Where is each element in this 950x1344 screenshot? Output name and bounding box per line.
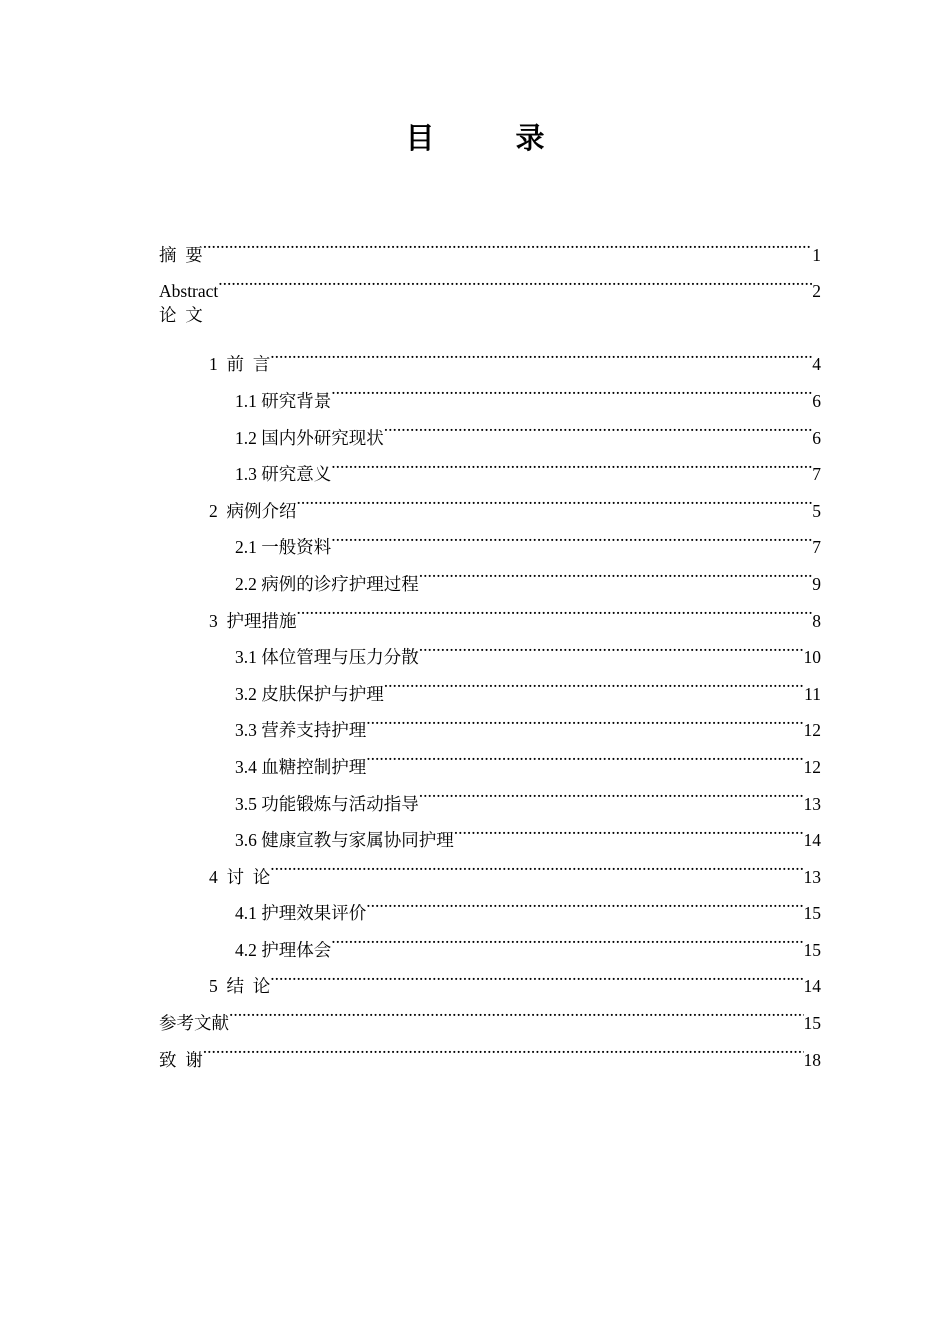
toc-dot-leader <box>366 883 803 920</box>
toc-page-number: 15 <box>803 1013 821 1034</box>
toc-page-number: 10 <box>803 647 821 668</box>
toc-entry[interactable] <box>159 261 821 302</box>
toc-entry-label: 3.5 功能锻炼与活动指导 <box>235 793 419 814</box>
toc-dot-leader <box>218 261 812 298</box>
toc-page-number: 6 <box>812 427 821 448</box>
toc-entry[interactable] <box>159 297 821 334</box>
toc-dot-leader <box>366 736 803 773</box>
toc-page-number: 12 <box>803 720 821 741</box>
toc-dot-leader <box>454 810 804 847</box>
toc-dot-leader <box>366 700 803 737</box>
toc-entry-label: 参考文献 <box>159 1013 229 1034</box>
toc-page-number: 13 <box>803 866 821 887</box>
toc-page-number: 18 <box>803 1049 821 1070</box>
toc-dot-leader <box>331 370 812 407</box>
toc-page-number: 9 <box>812 573 821 594</box>
toc-dot-leader <box>203 1029 804 1066</box>
toc-page-number: 15 <box>803 903 821 924</box>
toc-page-number: 7 <box>812 464 821 485</box>
toc-entry-label: 3.1 体位管理与压力分散 <box>235 647 419 668</box>
toc-entry-label: 4 讨 论 <box>209 866 271 887</box>
toc-dot-leader <box>384 663 804 700</box>
toc-entry-label: 1.2 国内外研究现状 <box>235 427 384 448</box>
toc-dot-leader <box>229 992 804 1029</box>
table-of-contents <box>159 224 821 1070</box>
toc-entry-label: 3 护理措施 <box>209 610 297 631</box>
toc-entry-label: 4.1 护理效果评价 <box>235 903 367 924</box>
toc-entry-label: Abstract <box>159 281 219 302</box>
toc-entry-label: 4.2 护理体会 <box>235 939 332 960</box>
toc-dot-leader <box>419 553 813 590</box>
toc-entry-label: 3.3 营养支持护理 <box>235 720 367 741</box>
toc-dot-leader <box>419 773 804 810</box>
toc-page-number: 11 <box>804 683 821 704</box>
toc-entry[interactable] <box>159 1029 821 1070</box>
toc-page-number: 6 <box>812 390 821 411</box>
toc-entry-label: 1 前 言 <box>209 354 271 375</box>
toc-dot-leader <box>270 846 803 883</box>
toc-entry-label: 5 结 论 <box>209 976 271 997</box>
toc-entry[interactable] <box>159 224 821 265</box>
toc-dot-leader <box>331 919 803 956</box>
toc-page-number: 8 <box>812 610 821 631</box>
toc-entry-label: 2.1 一般资料 <box>235 537 332 558</box>
toc-entry-label: 1.3 研究意义 <box>235 464 332 485</box>
toc-page-number: 5 <box>812 500 821 521</box>
toc-entry-label: 致 谢 <box>159 1049 203 1070</box>
toc-page-number: 14 <box>803 976 821 997</box>
toc-dot-leader <box>419 627 804 664</box>
page-title: 目 录 <box>405 121 571 155</box>
toc-entry-label: 摘 要 <box>159 244 203 265</box>
toc-dot-leader <box>270 334 812 371</box>
toc-entry[interactable] <box>159 334 821 375</box>
toc-entry-label: 3.2 皮肤保护与护理 <box>235 683 384 704</box>
toc-entry-label: 2 病例介绍 <box>209 500 297 521</box>
toc-dot-leader <box>297 480 813 517</box>
toc-entry-label: 1.1 研究背景 <box>235 390 332 411</box>
toc-entry-label: 2.2 病例的诊疗护理过程 <box>235 573 419 594</box>
toc-dot-leader <box>297 590 813 627</box>
toc-page-number: 13 <box>803 793 821 814</box>
toc-page-number: 14 <box>803 830 821 851</box>
toc-dot-leader <box>270 956 803 993</box>
toc-dot-leader <box>331 444 812 481</box>
toc-page-number: 12 <box>803 756 821 777</box>
toc-page-number: 15 <box>803 939 821 960</box>
toc-entry-label: 3.6 健康宣教与家属协同护理 <box>235 830 454 851</box>
toc-entry-label: 论 文 <box>159 305 203 326</box>
toc-entry-label: 3.4 血糖控制护理 <box>235 756 367 777</box>
toc-dot-leader <box>203 224 813 261</box>
toc-dot-leader <box>384 407 813 444</box>
toc-page-number: 2 <box>812 281 821 302</box>
toc-page-number: 4 <box>812 354 821 375</box>
toc-page-number: 1 <box>812 244 821 265</box>
toc-entry[interactable] <box>159 992 821 1034</box>
toc-dot-leader <box>331 517 812 554</box>
toc-page-number: 7 <box>812 537 821 558</box>
